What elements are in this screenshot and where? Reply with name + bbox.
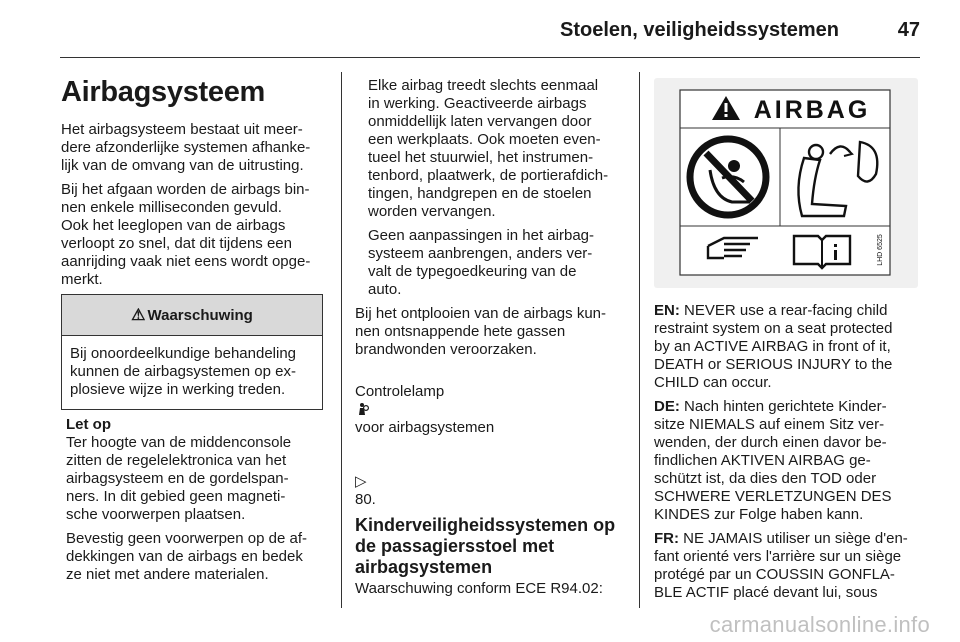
- col3-text: [654, 302, 926, 608]
- warning-triangle-icon: ⚠: [131, 307, 146, 324]
- label-code: LHD 6525: [877, 234, 884, 266]
- note-block: [66, 416, 336, 590]
- paragraph: Waarschuwing conform ECE R94.02:: [355, 580, 603, 597]
- page-reference[interactable]: 80.: [355, 491, 376, 508]
- warning-title: Waarschuwing: [147, 306, 253, 324]
- airbag-warning-label-figure: [654, 78, 918, 288]
- airbag-label-text: AIRBAG: [753, 96, 871, 124]
- col2-indented-text: [368, 77, 630, 305]
- french-warning: FR: NE JAMAIS utiliser un siège d'en- fant orienté vers l'arrière sur un siège protégé par un COUSSIN GONFLA- BLE ACTIF placé devant lui, sous: [654, 530, 908, 601]
- column-divider: [341, 72, 342, 608]
- col2-text: [355, 305, 627, 604]
- section-title: Airbagsysteem: [61, 76, 266, 108]
- page-number: 47: [897, 19, 920, 41]
- page-header-title: Stoelen, veiligheidssystemen: [560, 19, 839, 41]
- paragraph: Elke airbag treedt slechts eenmaal in werking. Geactiveerde airbags onmiddellijk laten vervangen door een werkplaats. Ook moeten even- tueel het stuurwiel, het instrumen- tenbord, plaatwerk, de portierafdich- tingen, handgrepen en de stoelen worden vervangen.: [368, 77, 609, 220]
- column-divider: [639, 72, 640, 608]
- warning-header: [62, 295, 322, 336]
- note-text: Ter hoogte van de middenconsole zitten de regelelektronica van het airbagsysteem en de gordelspan- ners. In dit gebied geen magneti- sche voorwerpen plaatsen.: [66, 434, 292, 523]
- header-rule: [60, 57, 920, 58]
- intro-paragraph: Het airbagsysteem bestaat uit meer- dere afzonderlijke systemen afhanke- lijk van de omvang van de uitrusting.: [61, 121, 311, 174]
- col1-text: [61, 121, 331, 295]
- watermark: carmanualsonline.info: [709, 612, 930, 637]
- note-text: Bevestig geen voorwerpen op de af- dekkingen van de airbags en bedek ze niet met andere materialen.: [66, 530, 307, 583]
- note-title: Let op: [66, 416, 111, 433]
- subheading: Kinderveiligheidssystemen op de passagiersstoel met airbagsystemen: [355, 515, 616, 577]
- german-warning: DE: Nach hinten gerichtete Kinder- sitze NIEMALS auf einem Sitz ver- wenden, der durch einen davor be- findlichen AKTIVEN AIRBAG ge- schützt ist, da dies den TOD oder SCHWERE VERLETZUNGEN DES KINDES zur Folge haben kann.: [654, 398, 892, 523]
- airbag-warning-lamp-icon: [355, 402, 369, 416]
- lamp-paragraph: Controlelamp voor airbagsystemen ▷ 80.: [355, 383, 495, 508]
- warning-box: [61, 294, 323, 410]
- arrow-reference-icon: ▷: [355, 473, 367, 490]
- paragraph: Bij het ontplooien van de airbags kun- nen ontsnappende hete gassen brandwonden veroorzaken.: [355, 305, 607, 358]
- warning-text: Bij onoordeelkundige behandeling kunnen de airbagsystemen op ex- plosieve wijze in werking treden.: [70, 345, 297, 398]
- airbag-label-graphic: [654, 78, 918, 288]
- paragraph: Bij het afgaan worden de airbags bin- nen enkele milliseconden gevuld. Ook het leeglopen van de airbags verloopt zo snel, dat dit tijdens een aanrijding vaak niet eens wordt opge- merkt.: [61, 181, 311, 288]
- paragraph: Geen aanpassingen in het airbag- systeem aanbrengen, anders ver- valt de typegoedkeuring van de auto.: [368, 227, 594, 298]
- english-warning: EN: NEVER use a rear-facing child restraint system on a seat protected by an ACTIVE AIRBAG in front of it, DEATH or SERIOUS INJURY to the CHILD can occur.: [654, 302, 893, 391]
